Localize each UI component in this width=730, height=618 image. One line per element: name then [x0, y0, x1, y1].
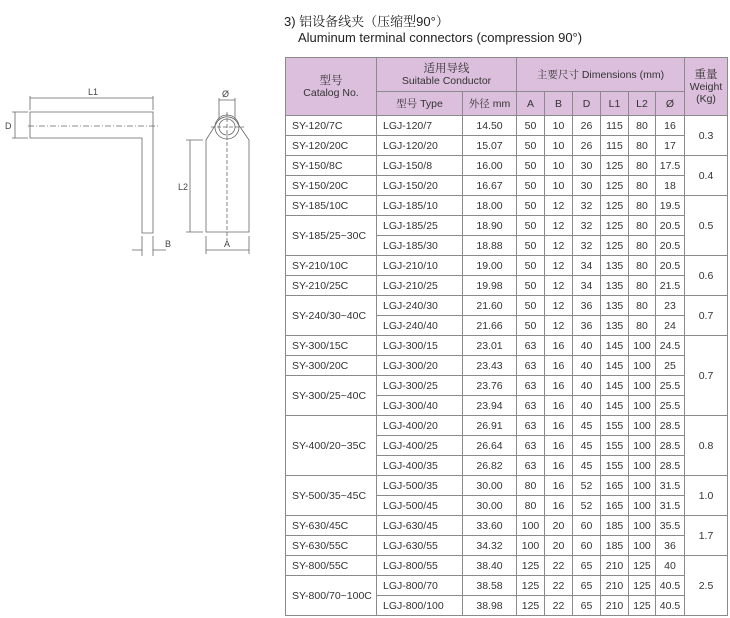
cell-phi: 20.5 [656, 236, 685, 256]
cell-A: 63 [517, 356, 545, 376]
header-weight: 重量 Weight (Kg) [685, 58, 728, 116]
cell-phi: 28.5 [656, 456, 685, 476]
cell-L1: 145 [601, 356, 629, 376]
cell-D: 36 [573, 316, 601, 336]
table-row [286, 216, 728, 236]
cell-B: 12 [545, 296, 573, 316]
cell-od: 38.58 [463, 576, 517, 596]
cell-od: 16.00 [463, 156, 517, 176]
cell-B: 10 [545, 156, 573, 176]
cell-catalog: SY-630/55C [286, 536, 377, 556]
cell-L2: 80 [629, 116, 656, 136]
cell-phi: 36 [656, 536, 685, 556]
cell-od: 38.98 [463, 596, 517, 616]
cell-A: 125 [517, 576, 545, 596]
cell-A: 50 [517, 276, 545, 296]
cell-weight: 1.0 [685, 476, 728, 516]
cell-type: LGJ-630/55 [377, 536, 463, 556]
cell-D: 40 [573, 376, 601, 396]
cell-A: 50 [517, 296, 545, 316]
cell-phi: 20.5 [656, 256, 685, 276]
section-title-cn: 3) 铝设备线夹（压缩型90°） [284, 14, 449, 29]
cell-B: 16 [545, 376, 573, 396]
cell-catalog: SY-400/20~35C [286, 416, 377, 476]
cell-L2: 80 [629, 136, 656, 156]
cell-D: 65 [573, 556, 601, 576]
cell-type: LGJ-800/55 [377, 556, 463, 576]
cell-L1: 210 [601, 576, 629, 596]
header-catalog: 型号 Catalog No. [286, 58, 377, 116]
cell-L1: 210 [601, 556, 629, 576]
cell-B: 22 [545, 556, 573, 576]
table-row [286, 176, 728, 196]
cell-catalog: SY-210/25C [286, 276, 377, 296]
cell-L2: 100 [629, 436, 656, 456]
cell-D: 36 [573, 296, 601, 316]
cell-type: LGJ-150/20 [377, 176, 463, 196]
cell-od: 23.94 [463, 396, 517, 416]
cell-L1: 145 [601, 336, 629, 356]
cell-od: 23.01 [463, 336, 517, 356]
cell-type: LGJ-400/35 [377, 456, 463, 476]
cell-L1: 135 [601, 296, 629, 316]
cell-type: LGJ-150/8 [377, 156, 463, 176]
cell-type: LGJ-300/20 [377, 356, 463, 376]
cell-B: 10 [545, 136, 573, 156]
header-phi: Ø [656, 92, 685, 116]
cell-B: 16 [545, 496, 573, 516]
cell-catalog: SY-150/20C [286, 176, 377, 196]
cell-type: LGJ-120/20 [377, 136, 463, 156]
cell-L2: 125 [629, 576, 656, 596]
header-od: 外径 mm [463, 92, 517, 116]
cell-phi: 24.5 [656, 336, 685, 356]
header-B: B [545, 92, 573, 116]
cell-D: 32 [573, 236, 601, 256]
cell-type: LGJ-210/10 [377, 256, 463, 276]
cell-L2: 100 [629, 536, 656, 556]
cell-D: 60 [573, 516, 601, 536]
cell-B: 16 [545, 356, 573, 376]
cell-od: 23.43 [463, 356, 517, 376]
cell-phi: 28.5 [656, 416, 685, 436]
cell-L1: 155 [601, 436, 629, 456]
cell-A: 80 [517, 476, 545, 496]
cell-L1: 115 [601, 136, 629, 156]
cell-catalog: SY-120/20C [286, 136, 377, 156]
table-row [286, 136, 728, 156]
dim-L1-label: L1 [88, 87, 99, 97]
cell-D: 30 [573, 156, 601, 176]
cell-od: 26.91 [463, 416, 517, 436]
table-row [286, 376, 728, 396]
cell-A: 63 [517, 396, 545, 416]
cell-B: 22 [545, 596, 573, 616]
cell-A: 63 [517, 376, 545, 396]
cell-L1: 125 [601, 156, 629, 176]
table-row [286, 336, 728, 356]
cell-L2: 100 [629, 336, 656, 356]
cell-L1: 185 [601, 516, 629, 536]
header-type: 型号 Type [377, 92, 463, 116]
cell-type: LGJ-300/25 [377, 376, 463, 396]
table-row [286, 356, 728, 376]
table-row [286, 476, 728, 496]
cell-phi: 28.5 [656, 436, 685, 456]
cell-od: 18.88 [463, 236, 517, 256]
cell-L2: 125 [629, 596, 656, 616]
table-row [286, 256, 728, 276]
cell-phi: 40.5 [656, 576, 685, 596]
cell-L1: 125 [601, 236, 629, 256]
cell-D: 34 [573, 256, 601, 276]
cell-phi: 40 [656, 556, 685, 576]
cell-od: 34.32 [463, 536, 517, 556]
cell-D: 45 [573, 456, 601, 476]
cell-L2: 80 [629, 216, 656, 236]
cell-catalog: SY-800/55C [286, 556, 377, 576]
cell-D: 52 [573, 476, 601, 496]
cell-L2: 80 [629, 236, 656, 256]
cell-L2: 100 [629, 396, 656, 416]
header-L2: L2 [629, 92, 656, 116]
cell-od: 18.00 [463, 196, 517, 216]
cell-L2: 80 [629, 296, 656, 316]
cell-D: 34 [573, 276, 601, 296]
cell-B: 16 [545, 436, 573, 456]
cell-type: LGJ-800/70 [377, 576, 463, 596]
cell-L1: 125 [601, 176, 629, 196]
cell-type: LGJ-630/45 [377, 516, 463, 536]
cell-L1: 125 [601, 216, 629, 236]
cell-L2: 80 [629, 316, 656, 336]
section-title-en: Aluminum terminal connectors (compression 90°) [298, 30, 583, 45]
cell-phi: 17.5 [656, 156, 685, 176]
cell-B: 16 [545, 396, 573, 416]
cell-type: LGJ-185/10 [377, 196, 463, 216]
cell-L2: 100 [629, 416, 656, 436]
cell-od: 14.50 [463, 116, 517, 136]
cell-L1: 125 [601, 196, 629, 216]
cell-L1: 135 [601, 276, 629, 296]
table-row [286, 416, 728, 436]
cell-phi: 19.5 [656, 196, 685, 216]
cell-phi: 24 [656, 316, 685, 336]
cell-catalog: SY-185/25~30C [286, 216, 377, 256]
cell-B: 22 [545, 576, 573, 596]
cell-A: 50 [517, 136, 545, 156]
cell-phi: 31.5 [656, 496, 685, 516]
cell-od: 15.07 [463, 136, 517, 156]
cell-od: 30.00 [463, 496, 517, 516]
table-row [286, 536, 728, 556]
side-view-outline [30, 112, 153, 233]
cell-A: 50 [517, 256, 545, 276]
cell-catalog: SY-185/10C [286, 196, 377, 216]
cell-weight: 0.6 [685, 256, 728, 296]
cell-D: 40 [573, 396, 601, 416]
table-row [286, 276, 728, 296]
cell-D: 32 [573, 216, 601, 236]
cell-D: 60 [573, 536, 601, 556]
cell-od: 33.60 [463, 516, 517, 536]
cell-od: 38.40 [463, 556, 517, 576]
cell-phi: 40.5 [656, 596, 685, 616]
cell-weight: 0.5 [685, 196, 728, 256]
cell-catalog: SY-240/30~40C [286, 296, 377, 336]
cell-D: 65 [573, 576, 601, 596]
cell-L1: 165 [601, 476, 629, 496]
cell-A: 63 [517, 456, 545, 476]
cell-L2: 80 [629, 196, 656, 216]
cell-L2: 80 [629, 276, 656, 296]
table-row [286, 516, 728, 536]
table-row [286, 576, 728, 596]
cell-catalog: SY-500/35~45C [286, 476, 377, 516]
cell-type: LGJ-185/30 [377, 236, 463, 256]
cell-B: 16 [545, 336, 573, 356]
cell-B: 12 [545, 196, 573, 216]
cell-od: 19.98 [463, 276, 517, 296]
cell-L2: 125 [629, 556, 656, 576]
header-conductor: 适用导线 Suitable Conductor [377, 58, 517, 92]
cell-D: 52 [573, 496, 601, 516]
cell-catalog: SY-150/8C [286, 156, 377, 176]
cell-A: 80 [517, 496, 545, 516]
cell-D: 40 [573, 336, 601, 356]
cell-B: 12 [545, 216, 573, 236]
cell-L1: 145 [601, 396, 629, 416]
cell-B: 16 [545, 476, 573, 496]
cell-L2: 100 [629, 376, 656, 396]
dim-D-label: D [5, 121, 12, 131]
cell-A: 100 [517, 516, 545, 536]
header-D: D [573, 92, 601, 116]
cell-type: LGJ-210/25 [377, 276, 463, 296]
cell-weight: 1.7 [685, 516, 728, 556]
cell-phi: 18 [656, 176, 685, 196]
cell-A: 100 [517, 536, 545, 556]
cell-phi: 16 [656, 116, 685, 136]
header-L1: L1 [601, 92, 629, 116]
cell-od: 26.82 [463, 456, 517, 476]
cell-A: 50 [517, 236, 545, 256]
cell-od: 30.00 [463, 476, 517, 496]
cell-catalog: SY-300/25~40C [286, 376, 377, 416]
cell-L2: 100 [629, 456, 656, 476]
cell-D: 26 [573, 116, 601, 136]
cell-od: 21.60 [463, 296, 517, 316]
cell-phi: 31.5 [656, 476, 685, 496]
cell-weight: 0.3 [685, 116, 728, 156]
dim-A-label: A [224, 239, 231, 249]
cell-A: 50 [517, 196, 545, 216]
cell-B: 12 [545, 316, 573, 336]
cell-A: 63 [517, 436, 545, 456]
cell-B: 16 [545, 416, 573, 436]
cell-weight: 0.7 [685, 296, 728, 336]
cell-L1: 135 [601, 316, 629, 336]
cell-A: 125 [517, 556, 545, 576]
cell-phi: 35.5 [656, 516, 685, 536]
cell-A: 63 [517, 336, 545, 356]
cell-type: LGJ-800/100 [377, 596, 463, 616]
cell-type: LGJ-120/7 [377, 116, 463, 136]
cell-type: LGJ-300/15 [377, 336, 463, 356]
dim-phi-label: Ø [222, 89, 230, 99]
table-row [286, 556, 728, 576]
cell-L2: 100 [629, 356, 656, 376]
cell-L1: 115 [601, 116, 629, 136]
cell-type: LGJ-185/25 [377, 216, 463, 236]
cell-type: LGJ-240/40 [377, 316, 463, 336]
cell-phi: 20.5 [656, 216, 685, 236]
cell-D: 30 [573, 176, 601, 196]
cell-L2: 100 [629, 496, 656, 516]
cell-phi: 25.5 [656, 376, 685, 396]
cell-phi: 21.5 [656, 276, 685, 296]
cell-catalog: SY-210/10C [286, 256, 377, 276]
cell-od: 26.64 [463, 436, 517, 456]
cell-type: LGJ-240/30 [377, 296, 463, 316]
cell-catalog: SY-300/20C [286, 356, 377, 376]
connector-drawing [0, 80, 270, 260]
header-A: A [517, 92, 545, 116]
dim-L2-label: L2 [178, 182, 189, 192]
cell-B: 12 [545, 256, 573, 276]
cell-D: 32 [573, 196, 601, 216]
cell-B: 20 [545, 536, 573, 556]
cell-B: 12 [545, 276, 573, 296]
cell-A: 63 [517, 416, 545, 436]
cell-type: LGJ-300/40 [377, 396, 463, 416]
cell-L2: 100 [629, 476, 656, 496]
cell-A: 50 [517, 156, 545, 176]
cell-catalog: SY-120/7C [286, 116, 377, 136]
cell-A: 125 [517, 596, 545, 616]
cell-A: 50 [517, 116, 545, 136]
cell-B: 16 [545, 456, 573, 476]
cell-catalog: SY-800/70~100C [286, 576, 377, 616]
cell-phi: 23 [656, 296, 685, 316]
cell-type: LGJ-400/25 [377, 436, 463, 456]
cell-phi: 25 [656, 356, 685, 376]
cell-A: 50 [517, 216, 545, 236]
cell-type: LGJ-500/45 [377, 496, 463, 516]
front-view-outline [206, 117, 249, 232]
cell-D: 45 [573, 416, 601, 436]
cell-D: 40 [573, 356, 601, 376]
cell-phi: 25.5 [656, 396, 685, 416]
cell-B: 12 [545, 236, 573, 256]
cell-D: 26 [573, 136, 601, 156]
cell-L2: 80 [629, 156, 656, 176]
cell-B: 20 [545, 516, 573, 536]
cell-L1: 185 [601, 536, 629, 556]
cell-od: 19.00 [463, 256, 517, 276]
table-row [286, 296, 728, 316]
cell-L1: 135 [601, 256, 629, 276]
cell-L1: 165 [601, 496, 629, 516]
table-row [286, 116, 728, 136]
cell-D: 45 [573, 436, 601, 456]
cell-L1: 155 [601, 456, 629, 476]
cell-type: LGJ-400/20 [377, 416, 463, 436]
cell-od: 18.90 [463, 216, 517, 236]
cell-catalog: SY-630/45C [286, 516, 377, 536]
header-dimensions: 主要尺寸 Dimensions (mm) [517, 58, 685, 92]
cell-od: 16.67 [463, 176, 517, 196]
cell-L1: 155 [601, 416, 629, 436]
cell-weight: 0.4 [685, 156, 728, 196]
cell-type: LGJ-500/35 [377, 476, 463, 496]
cell-A: 50 [517, 316, 545, 336]
cell-L1: 210 [601, 596, 629, 616]
cell-L1: 145 [601, 376, 629, 396]
cell-L2: 80 [629, 256, 656, 276]
cell-od: 21.66 [463, 316, 517, 336]
cell-L2: 80 [629, 176, 656, 196]
cell-weight: 0.7 [685, 336, 728, 416]
cell-catalog: SY-300/15C [286, 336, 377, 356]
cell-D: 65 [573, 596, 601, 616]
cell-B: 10 [545, 116, 573, 136]
cell-od: 23.76 [463, 376, 517, 396]
table-row [286, 156, 728, 176]
cell-phi: 17 [656, 136, 685, 156]
dim-B-label: B [165, 239, 172, 249]
spec-table [285, 57, 728, 616]
cell-L2: 100 [629, 516, 656, 536]
cell-weight: 0.8 [685, 416, 728, 476]
table-row [286, 196, 728, 216]
cell-B: 10 [545, 176, 573, 196]
cell-weight: 2.5 [685, 556, 728, 616]
cell-A: 50 [517, 176, 545, 196]
